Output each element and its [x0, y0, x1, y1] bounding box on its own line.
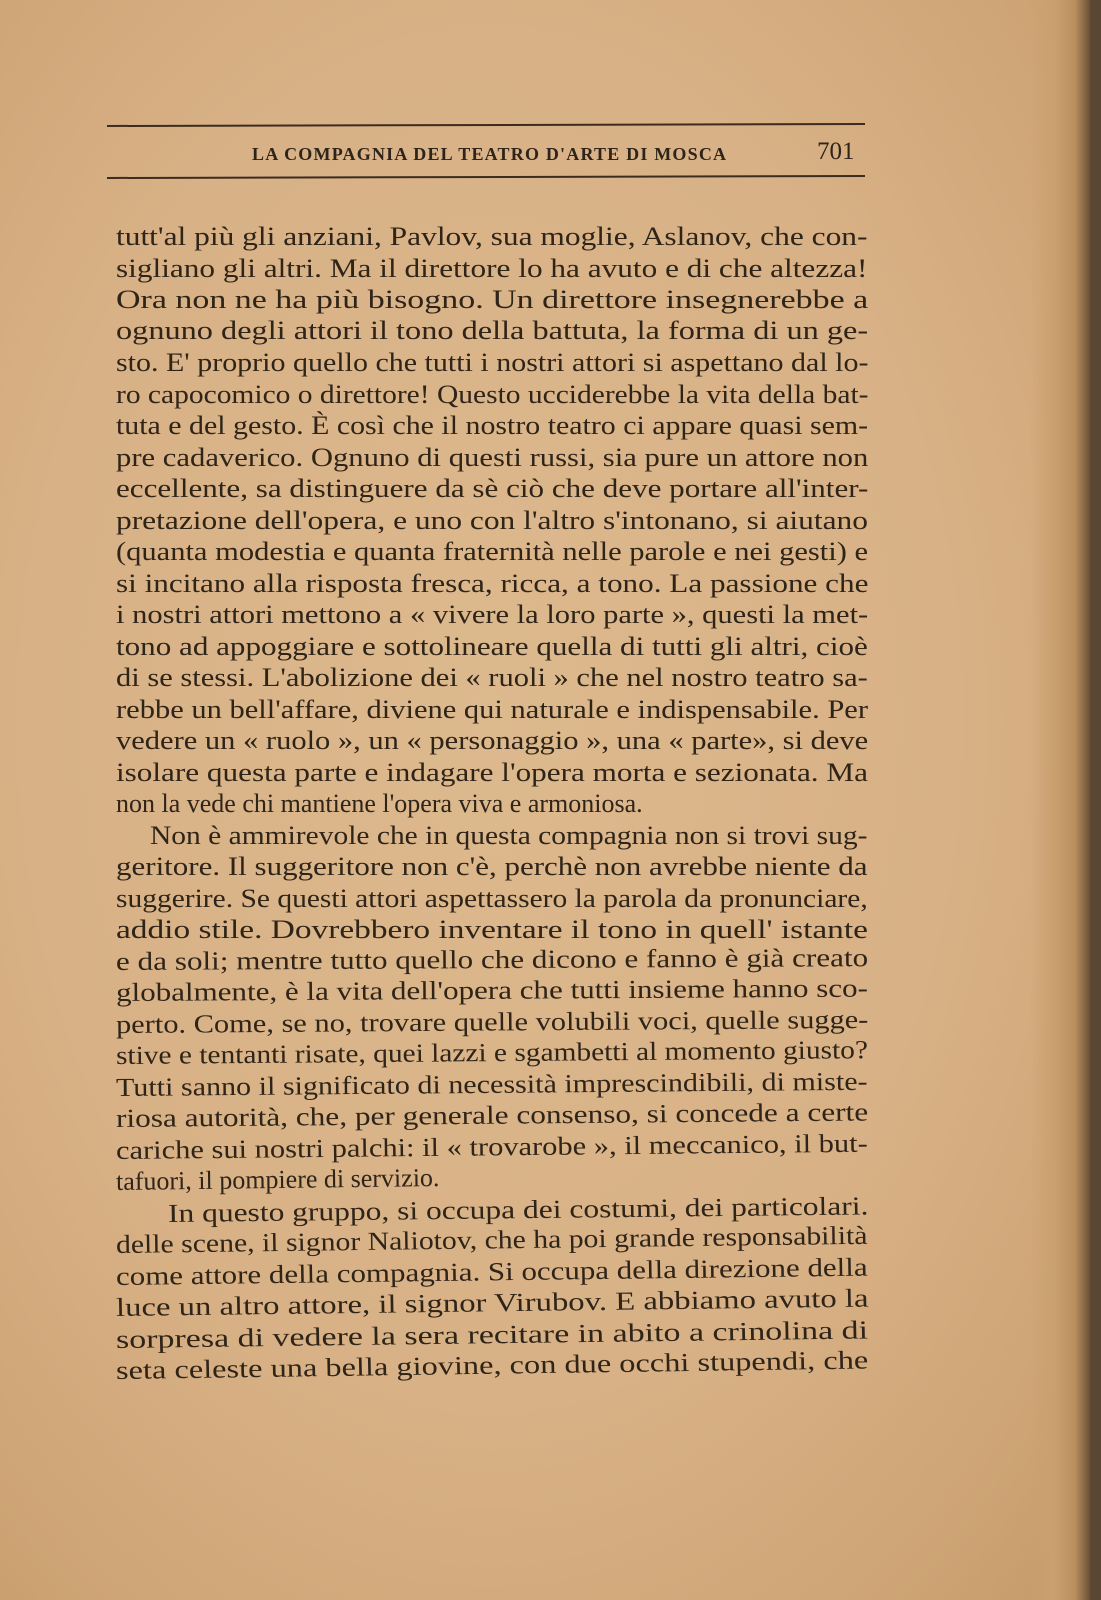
text-line: rebbe un bell'affare, diviene qui naturale e indispensabile. Per: [116, 695, 868, 724]
text-line: i nostri attori mettono a « vivere la loro parte », questi la met-: [116, 600, 869, 629]
text-line: riosa autorità, che, per generale consenso, si concede a certe: [115, 1097, 869, 1133]
header-rule-top: [107, 123, 865, 127]
text-line: luce un altro attore, il signor Virubov. E abbiamo avuto la: [115, 1283, 869, 1322]
text-line: (quanta modestia e quanta fraternità nelle parole e nei gesti) e: [116, 537, 869, 566]
text-line: stive e tentanti risate, quei lazzi e sgambetti al momento giusto?: [115, 1035, 869, 1070]
text-line: Tutti sanno il significato di necessità imprescindibili, di miste-: [115, 1066, 868, 1102]
text-line: come attore della compagnia. Si occupa della direzione della: [115, 1252, 868, 1291]
text-line: Non è ammirevole che in questa compagnia non si trovi sug-: [150, 821, 868, 850]
text-line: pretazione dell'opera, e uno con l'altro s'intonano, si aiutano: [116, 506, 868, 535]
text-line: sigliano gli altri. Ma il direttore lo ha avuto e di che altezza!: [116, 254, 868, 283]
running-title: LA COMPAGNIA DEL TEATRO D'ARTE DI MOSCA: [252, 144, 728, 164]
text-line: ognuno degli attori il tono della battuta, la forma di un ge-: [116, 316, 869, 345]
text-line: di se stessi. L'abolizione dei « ruoli » che nel nostro teatro sa-: [116, 663, 868, 692]
text-line: delle scene, il signor Naliotov, che ha poi grande responsabilità: [115, 1220, 868, 1259]
page-header: [107, 118, 867, 180]
text-line: tutt'al più gli anziani, Pavlov, sua moglie, Aslanov, che con-: [116, 222, 868, 251]
text-line: vedere un « ruolo », un « personaggio », una « parte», si deve: [116, 726, 869, 755]
text-line: tuta e del gesto. È così che il nostro teatro ci appare quasi sem-: [116, 411, 869, 440]
text-line: cariche sui nostri palchi: il « trovarobe », il meccanico, il but-: [115, 1128, 868, 1165]
text-line: si incitano alla risposta fresca, ricca, a tono. La passione che: [116, 569, 869, 598]
text-line: In questo gruppo, si occupa dei costumi, dei particolari.: [167, 1191, 869, 1228]
text-line: addio stile. Dovrebbero inventare il tono in quell' istante: [116, 915, 868, 944]
text-line: tono ad appoggiare e sottolineare quella di tutti gli altri, cioè: [116, 632, 868, 661]
text-line: Ora non ne ha più bisogno. Un direttore insegnerebbe a: [116, 285, 869, 314]
text-line: suggerire. Se questi attori aspettassero la parola da pronunciare,: [116, 884, 868, 913]
text-line: tafuori, il pompiere di servizio.: [115, 1163, 440, 1196]
text-line: seta celeste una bella giovine, con due occhi stupendi, che: [115, 1345, 869, 1385]
text-line: pre cadaverico. Ognuno di questi russi, sia pure un attore non: [116, 443, 869, 472]
text-line: isolare questa parte e indagare l'opera morta e sezionata. Ma: [116, 758, 868, 787]
text-line: non la vede chi mantiene l'opera viva e armoniosa.: [116, 789, 643, 818]
text-line: ro capocomico o direttore! Questo ucciderebbe la vita della bat-: [116, 380, 869, 409]
page-number: 701: [817, 138, 855, 165]
text-line: e da soli; mentre tutto quello che dicono e fanno è già creato: [115, 943, 869, 976]
text-line: eccellente, sa distinguere da sè ciò che deve portare all'inter-: [116, 474, 869, 503]
text-line: globalmente, è la vita dell'opera che tutti insieme hanno sco-: [115, 973, 869, 1007]
text-line: sorpresa di vedere la sera recitare in abito a crinolina di: [115, 1315, 869, 1354]
text-line: perto. Come, se no, trovare quelle volubili voci, quelle sugge-: [115, 1004, 869, 1039]
header-rule-bottom: [107, 175, 865, 179]
text-line: sto. E' proprio quello che tutti i nostri attori si aspettano dal lo-: [116, 348, 869, 377]
page-edge: [1030, 0, 1090, 1600]
text-line: geritore. Il suggeritore non c'è, perchè non avrebbe niente da: [116, 852, 868, 881]
